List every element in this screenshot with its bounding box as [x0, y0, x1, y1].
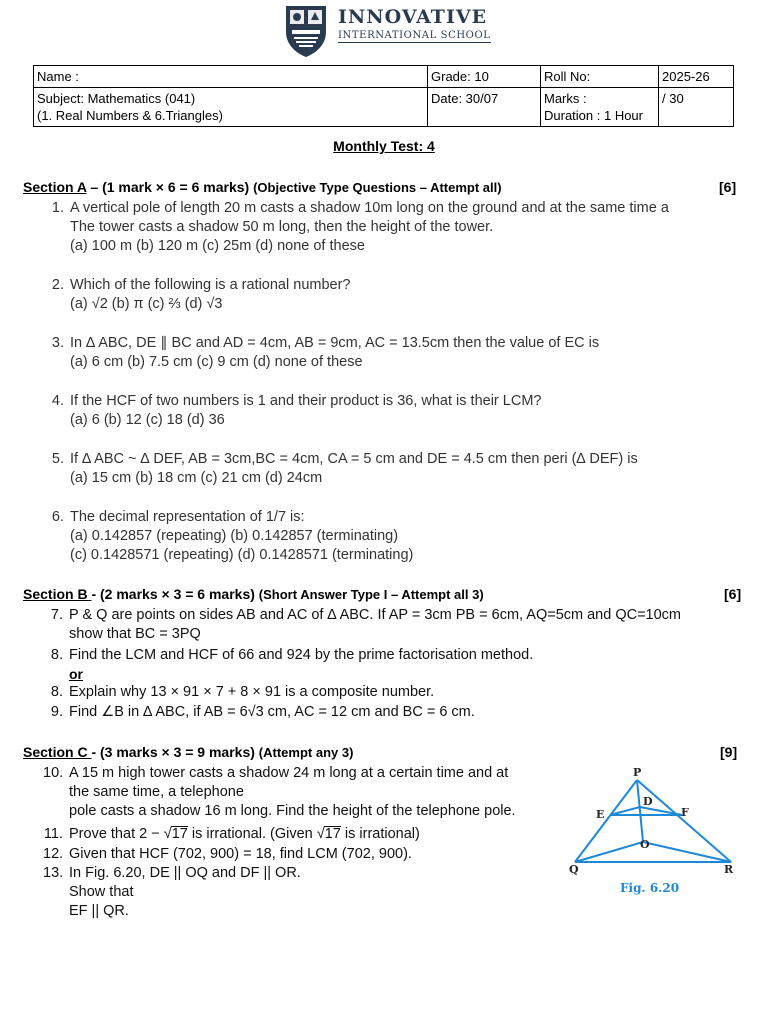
- question-number: 5.: [51, 451, 64, 467]
- question-number: 8.: [50, 647, 63, 663]
- question-text: Find ∠B in ∆ ABC, if AB = 6√3 cm, AC = 12 cm and BC = 6 cm.: [69, 704, 475, 720]
- line-pr: [637, 780, 731, 862]
- question-text: Explain why 13 × 91 × 7 + 8 × 91 is a composite number.: [69, 684, 435, 700]
- line-oq: [575, 842, 643, 862]
- section-a-type: (Objective Type Questions – Attempt all): [253, 180, 502, 195]
- question-options: (a) 0.142857 (repeating) (b) 0.142857 (terminating): [70, 528, 399, 544]
- year-cell: 2025-26: [659, 66, 734, 88]
- question-text: If the HCF of two numbers is 1 and their product is 36, what is their LCM?: [70, 393, 542, 409]
- or-label: or: [69, 666, 83, 682]
- section-c-desc: - (3 marks × 3 = 9 marks): [91, 744, 259, 760]
- question-number: 13.: [43, 865, 64, 881]
- name-cell: Name :: [34, 66, 428, 88]
- figure-6-20: [565, 764, 745, 899]
- question-text: In ∆ ABC, DE ∥ BC and AD = 4cm, AB = 9cm, AC = 13.5cm then the value of EC is: [70, 335, 600, 351]
- question-number: 12.: [43, 846, 64, 862]
- marks-total-cell: [659, 88, 734, 127]
- subject-cell: [34, 88, 428, 127]
- question-options: (a) 6 cm (b) 7.5 cm (c) 9 cm (d) none of these: [70, 354, 363, 370]
- question-text: is irrational. (Given: [187, 826, 317, 842]
- question-options: (a) 6 (b) 12 (c) 18 (d) 36: [70, 412, 225, 428]
- question-text: If ∆ ABC ~ ∆ DEF, AB = 3cm,BC = 4cm, CA = 5 cm and DE = 4.5 cm then peri (∆ DEF) is: [70, 451, 638, 467]
- line-pq: [575, 780, 637, 862]
- question-text: is irrational): [340, 826, 420, 842]
- section-a-desc: – (1 mark × 6 = 6 marks): [86, 179, 254, 195]
- question-number: 9.: [50, 704, 63, 720]
- section-b-heading: [23, 586, 484, 602]
- line-po: [637, 780, 643, 842]
- section-c-heading: [23, 744, 353, 760]
- test-title-text: Monthly Test: 4: [333, 138, 435, 154]
- school-crest-icon: [282, 2, 330, 58]
- question-options: (a) 100 m (b) 120 m (c) 25m (d) none of these: [70, 238, 365, 254]
- table-row: [34, 66, 734, 88]
- label-r: R: [724, 863, 734, 876]
- school-subtitle: INTERNATIONAL SCHOOL: [338, 30, 491, 41]
- label-f: F: [681, 806, 689, 819]
- section-a-heading: [23, 179, 502, 195]
- question-number: 1.: [51, 200, 64, 216]
- label-o: O: [640, 838, 650, 851]
- section-b-marks: [6]: [724, 586, 742, 602]
- school-name: INNOVATIVE: [338, 6, 488, 28]
- section-c-type: (Attempt any 3): [258, 745, 354, 760]
- question-text: A 15 m high tower casts a shadow 24 m long at a certain time and at: [69, 765, 509, 781]
- question-text: show that BC = 3PQ: [69, 626, 201, 642]
- question-options: (a) √2 (b) π (c) ⅔ (d) √3: [70, 296, 223, 312]
- date-cell: Date: 30/07: [428, 88, 541, 127]
- question-text: The tower casts a shadow 50 m long, then the height of the tower.: [70, 219, 494, 235]
- label-d: D: [643, 795, 653, 808]
- marks-duration-cell: [541, 88, 659, 127]
- section-a-marks: [6]: [719, 179, 737, 195]
- student-info-table: [33, 65, 734, 127]
- question-text: EF || QR.: [69, 903, 129, 919]
- chapters-text: (1. Real Numbers & 6.Triangles): [37, 108, 223, 123]
- question-text: A vertical pole of length 20 m casts a shadow 10m long on the ground and at the same time a: [70, 200, 669, 216]
- question-text: In Fig. 6.20, DE || OQ and DF || OR.: [69, 865, 301, 881]
- question-options: (c) 0.1428571 (repeating) (d) 0.1428571 (terminating): [70, 547, 414, 563]
- question-text: Prove that 2 −: [69, 826, 164, 842]
- figure-caption: Fig. 6.20: [620, 881, 680, 895]
- question-text: Show that: [69, 884, 134, 900]
- question-text: The decimal representation of 1/7 is:: [70, 509, 305, 525]
- question-text: the same time, a telephone: [69, 784, 244, 800]
- school-header: [282, 2, 492, 60]
- question-text: Find the LCM and HCF of 66 and 924 by the prime factorisation method.: [69, 647, 534, 663]
- question-number: 2.: [51, 277, 64, 293]
- label-e: E: [596, 808, 605, 821]
- question-number: 4.: [51, 393, 64, 409]
- roll-no-cell: Roll No:: [541, 66, 659, 88]
- section-c-marks: [9]: [720, 744, 738, 760]
- question-text: Given that HCF (702, 900) = 18, find LCM (702, 900).: [69, 846, 412, 862]
- radicand: 17: [324, 826, 341, 842]
- section-a-name: Section A: [23, 179, 87, 195]
- line-or: [643, 842, 731, 862]
- question-text: P & Q are points on sides AB and AC of ∆ ABC. If AP = 3cm PB = 6cm, AQ=5cm and QC=10cm: [69, 607, 682, 623]
- question-number: 10.: [43, 765, 64, 781]
- marks-label: Marks :: [544, 91, 587, 106]
- section-c-name: Section C: [23, 744, 92, 760]
- sqrt-sign: √: [163, 826, 172, 842]
- question-number: 8.: [50, 684, 63, 700]
- question-number: 3.: [51, 335, 64, 351]
- test-title: [0, 138, 768, 154]
- table-row: [34, 88, 734, 127]
- line-df: [640, 807, 682, 815]
- label-q: Q: [569, 863, 579, 876]
- question-number: 7.: [50, 607, 63, 623]
- sqrt-sign: √: [316, 826, 325, 842]
- subject-text: Subject: Mathematics (041): [37, 91, 196, 106]
- question-text: Which of the following is a rational number?: [70, 277, 351, 293]
- radicand: 17: [171, 826, 188, 842]
- section-b-desc: - (2 marks × 3 = 6 marks): [91, 586, 259, 602]
- section-b-name: Section B: [23, 586, 92, 602]
- grade-cell: Grade: 10: [428, 66, 541, 88]
- marks-total: / 30: [662, 91, 684, 106]
- question-options: (a) 15 cm (b) 18 cm (c) 21 cm (d) 24cm: [70, 470, 323, 486]
- question-number: 11.: [43, 826, 63, 842]
- label-p: P: [633, 766, 642, 779]
- question-number: 6.: [51, 509, 64, 525]
- duration-text: Duration : 1 Hour: [544, 108, 643, 123]
- section-b-type: (Short Answer Type I – Attempt all 3): [258, 587, 484, 602]
- question-text: pole casts a shadow 16 m long. Find the height of the telephone pole.: [69, 803, 516, 819]
